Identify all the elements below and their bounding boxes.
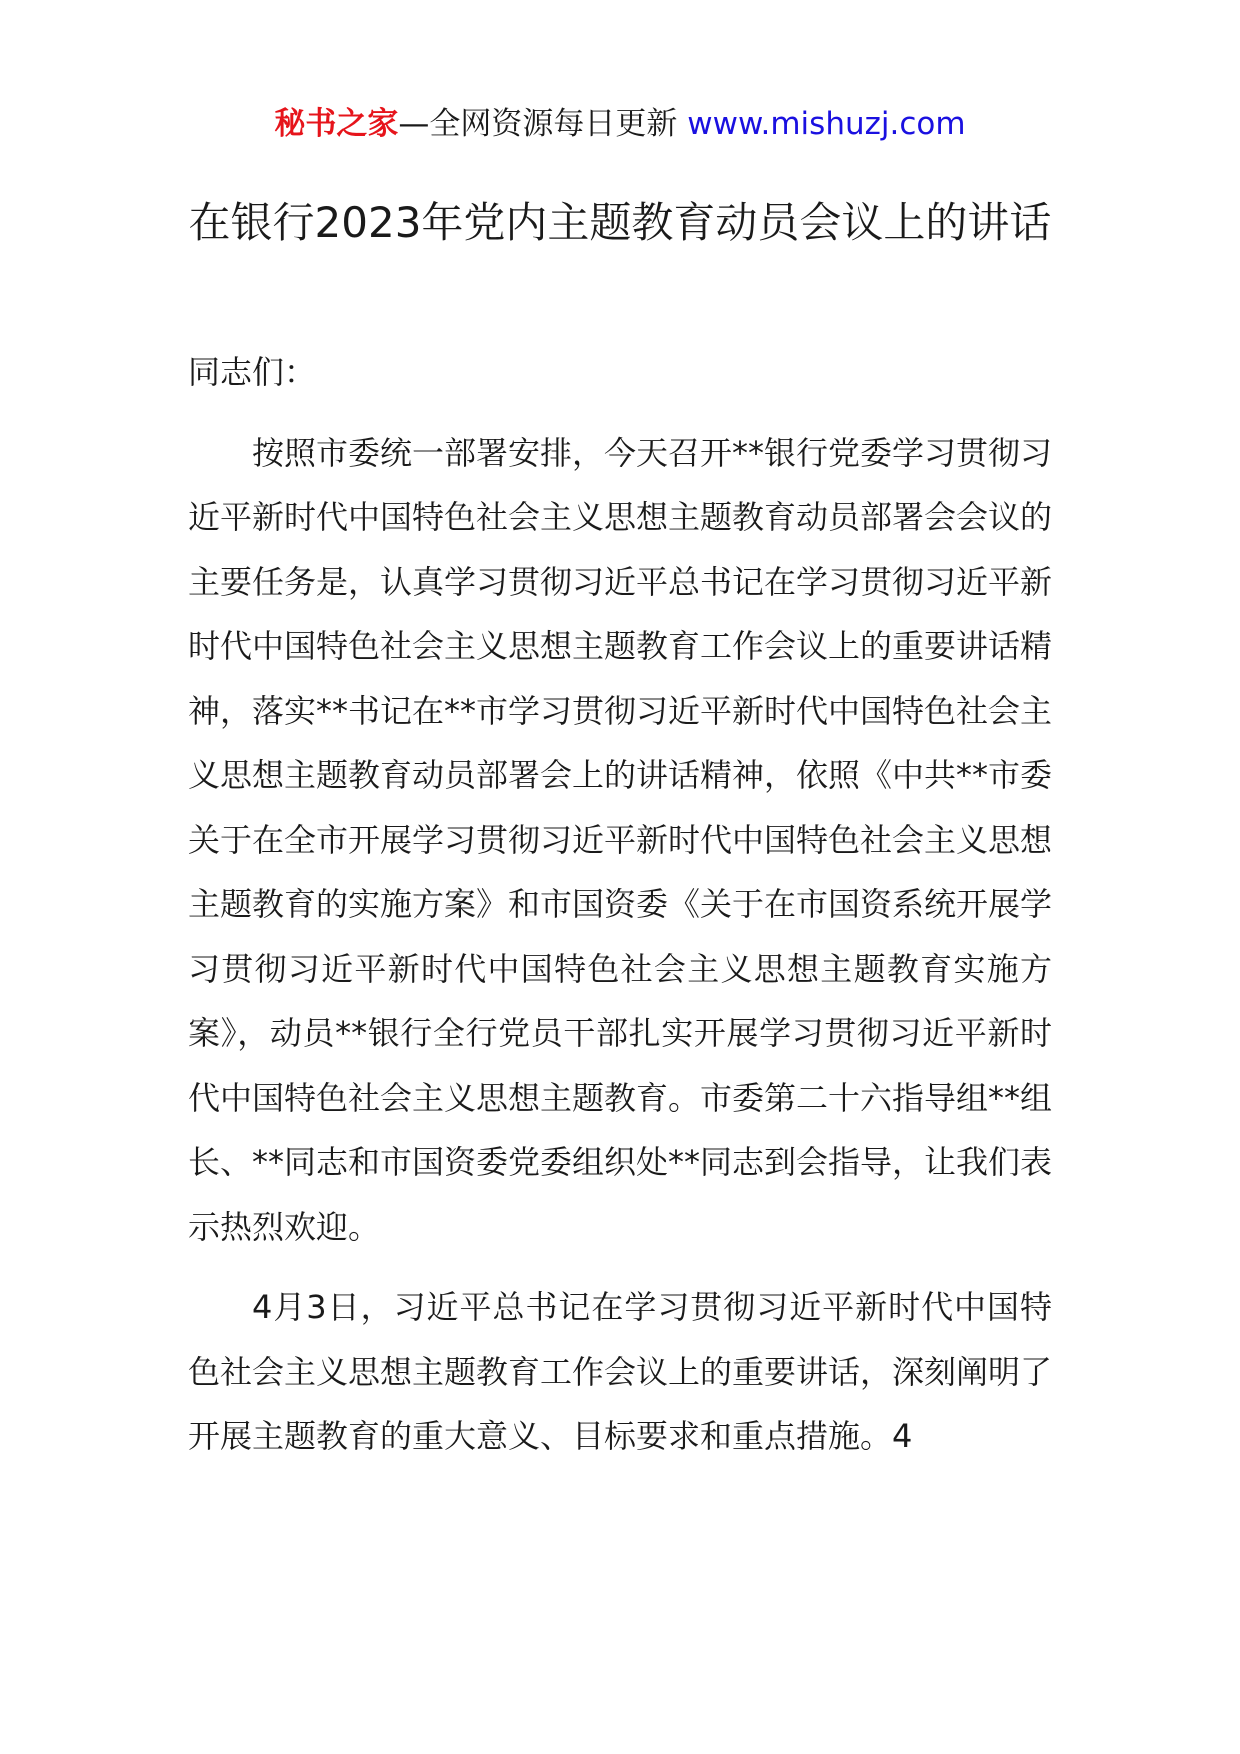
paragraph-1: 按照市委统一部署安排，今天召开**银行党委学习贯彻习近平新时代中国特色社会主义思想主题教育动员部署会会议的主要任务是，认真学习贯彻习近平总书记在学习贯彻习近平新时代中国特色社会主义思想主题教育工作会议上的重要讲话精神，落实**书记在**市学习贯彻习近平新时代中国特色社会主义思想主题教育动员部署会上的讲话精神，依照《中共**市委关于在全市开展学习贯彻习近平新时代中国特色社会主义思想主题教育的实施方案》和市国资委《关于在市国资系统开展学习贯彻习近平新时代中国特色社会主义思想主题教育实施方案》，动员**银行全行党员干部扎实开展学习贯彻习近平新时代中国特色社会主义思想主题教育。市委第二十六指导组**组长、**同志和市国资委党委组织处**同志到会指导，让我们表示热烈欢迎。 <box>188 433 1053 1246</box>
paragraph-2: 4月3日，习近平总书记在学习贯彻习近平新时代中国特色社会主义思想主题教育工作会议上的重要讲话，深刻阐明了开展主题教育的重大意义、目标要求和重点措施。4 <box>188 1288 1053 1455</box>
site-url-link[interactable]: www.mishuzj.com <box>687 106 966 142</box>
site-header <box>0 102 1240 146</box>
header-slogan: —全网资源每日更新 <box>398 106 688 142</box>
salutation: 同志们： <box>188 353 317 391</box>
document-title: 在银行2023年党内主题教育动员会议上的讲话 <box>188 198 1052 247</box>
brand-name: 秘书之家 <box>274 106 399 142</box>
document-body <box>188 340 1052 1485</box>
